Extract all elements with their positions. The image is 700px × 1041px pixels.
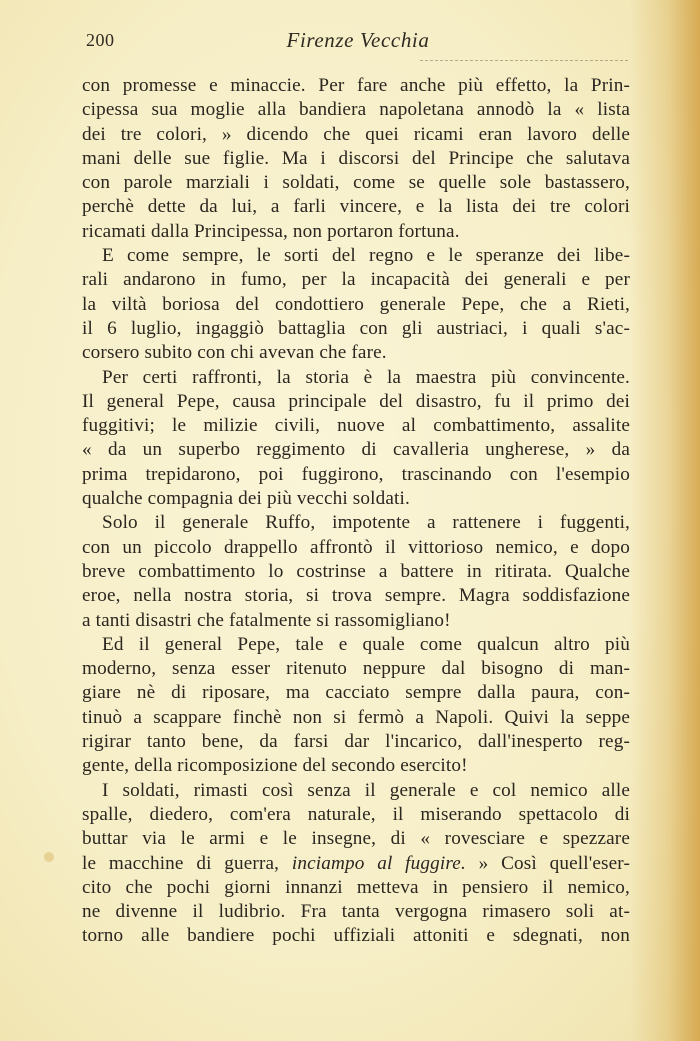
text-line: rali andarono in fumo, per la incapacità dei generali e per (82, 269, 630, 291)
text-line (82, 852, 630, 876)
text-line: mani delle sue figlie. Ma i discorsi del Principe che salutava (82, 147, 630, 169)
text-line: E come sempre, le sorti del regno e le speranze dei libe- (102, 245, 630, 267)
text-line: eroe, nella nostra storia, si trova sempre. Magra soddisfazione (82, 585, 630, 607)
body-text (82, 74, 630, 949)
text-line: ne divenne il ludibrio. Fra tanta vergogna rimasero soli at- (82, 901, 630, 923)
header-rule (420, 60, 628, 61)
text-line: con parole marziali i soldati, come se quelle sole bastassero, (82, 172, 630, 194)
text-line: ricamati dalla Principessa, non portaron fortuna. (82, 220, 460, 242)
text-line: moderno, senza esser ritenuto neppure dal bisogno di man- (82, 658, 630, 680)
text-line: « da un superbo reggimento di cavalleria ungherese, » da (82, 439, 630, 461)
text-line: corsero subito con chi avevan che fare. (82, 342, 387, 364)
text-line: con un piccolo drappello affrontò il vittorioso nemico, e dopo (82, 536, 630, 558)
text-line: Il general Pepe, causa principale del disastro, fu il primo dei (82, 390, 630, 412)
text-line: Solo il generale Ruffo, impotente a rattenere i fuggenti, (102, 512, 630, 534)
running-title: Firenze Vecchia (286, 28, 430, 52)
paper-stain (44, 852, 54, 862)
text-line: Ed il general Pepe, tale e quale come qualcun altro più (102, 633, 630, 655)
text-line: giare nè di riposare, ma cacciato sempre dalla paura, con- (82, 682, 630, 704)
text-line: dei tre colori, » dicendo che quei ricami eran lavoro delle (82, 123, 630, 145)
text-run: le macchine di guerra, (82, 852, 292, 874)
text-line: Per certi raffronti, la storia è la maestra più convincente. (102, 366, 630, 388)
text-line: gente, della ricomposizione del secondo esercito! (82, 755, 468, 777)
text-line: la viltà boriosa del condottiero generale Pepe, che a Rieti, (82, 293, 630, 315)
text-line: qualche compagnia dei più vecchi soldati. (82, 488, 410, 510)
text-line: prima trepidarono, poi fuggirono, trascinando con l'esempio (82, 463, 630, 485)
text-line: con promesse e minaccie. Per fare anche più effetto, la Prin- (82, 75, 630, 96)
text-line: fuggitivi; le milizie civili, nuove al combattimento, assalite (82, 415, 630, 437)
text-line: cito che pochi giorni innanzi metteva in pensiero il nemico, (82, 876, 630, 898)
text-line: buttar via le armi e le insegne, di « rovesciare e spezzare (82, 828, 630, 850)
text-line: perchè dette da lui, a farli vincere, e la lista dei tre colori (82, 196, 630, 218)
text-line: rigirar tanto bene, da farsi dar l'incarico, dall'inesperto reg- (82, 731, 630, 753)
text-line: tinuò a scappare finchè non si fermò a Napoli. Quivi la seppe (82, 706, 630, 728)
text-line: il 6 luglio, ingaggiò battaglia con gli austriaci, i quali s'ac- (82, 317, 630, 339)
text-line: cipessa sua moglie alla bandiera napoletana annodò la « lista (82, 99, 630, 121)
text-line: torno alle bandiere pochi uffiziali attoniti e sdegnati, non (82, 925, 630, 947)
running-head (86, 28, 630, 60)
text-run: » Così quell'eser- (465, 852, 630, 874)
text-line: a tanti disastri che fatalmente si rassomigliano! (82, 609, 451, 631)
text-line: spalle, diedero, com'era naturale, il miserando spettacolo di (82, 803, 630, 825)
page-number: 200 (86, 30, 115, 50)
text-line: I soldati, rimasti così senza il generale e col nemico alle (102, 779, 630, 801)
text-line: breve combattimento lo costrinse a battere in ritirata. Qualche (82, 560, 630, 582)
italic-quote: inciampo al fuggire. (291, 852, 466, 874)
